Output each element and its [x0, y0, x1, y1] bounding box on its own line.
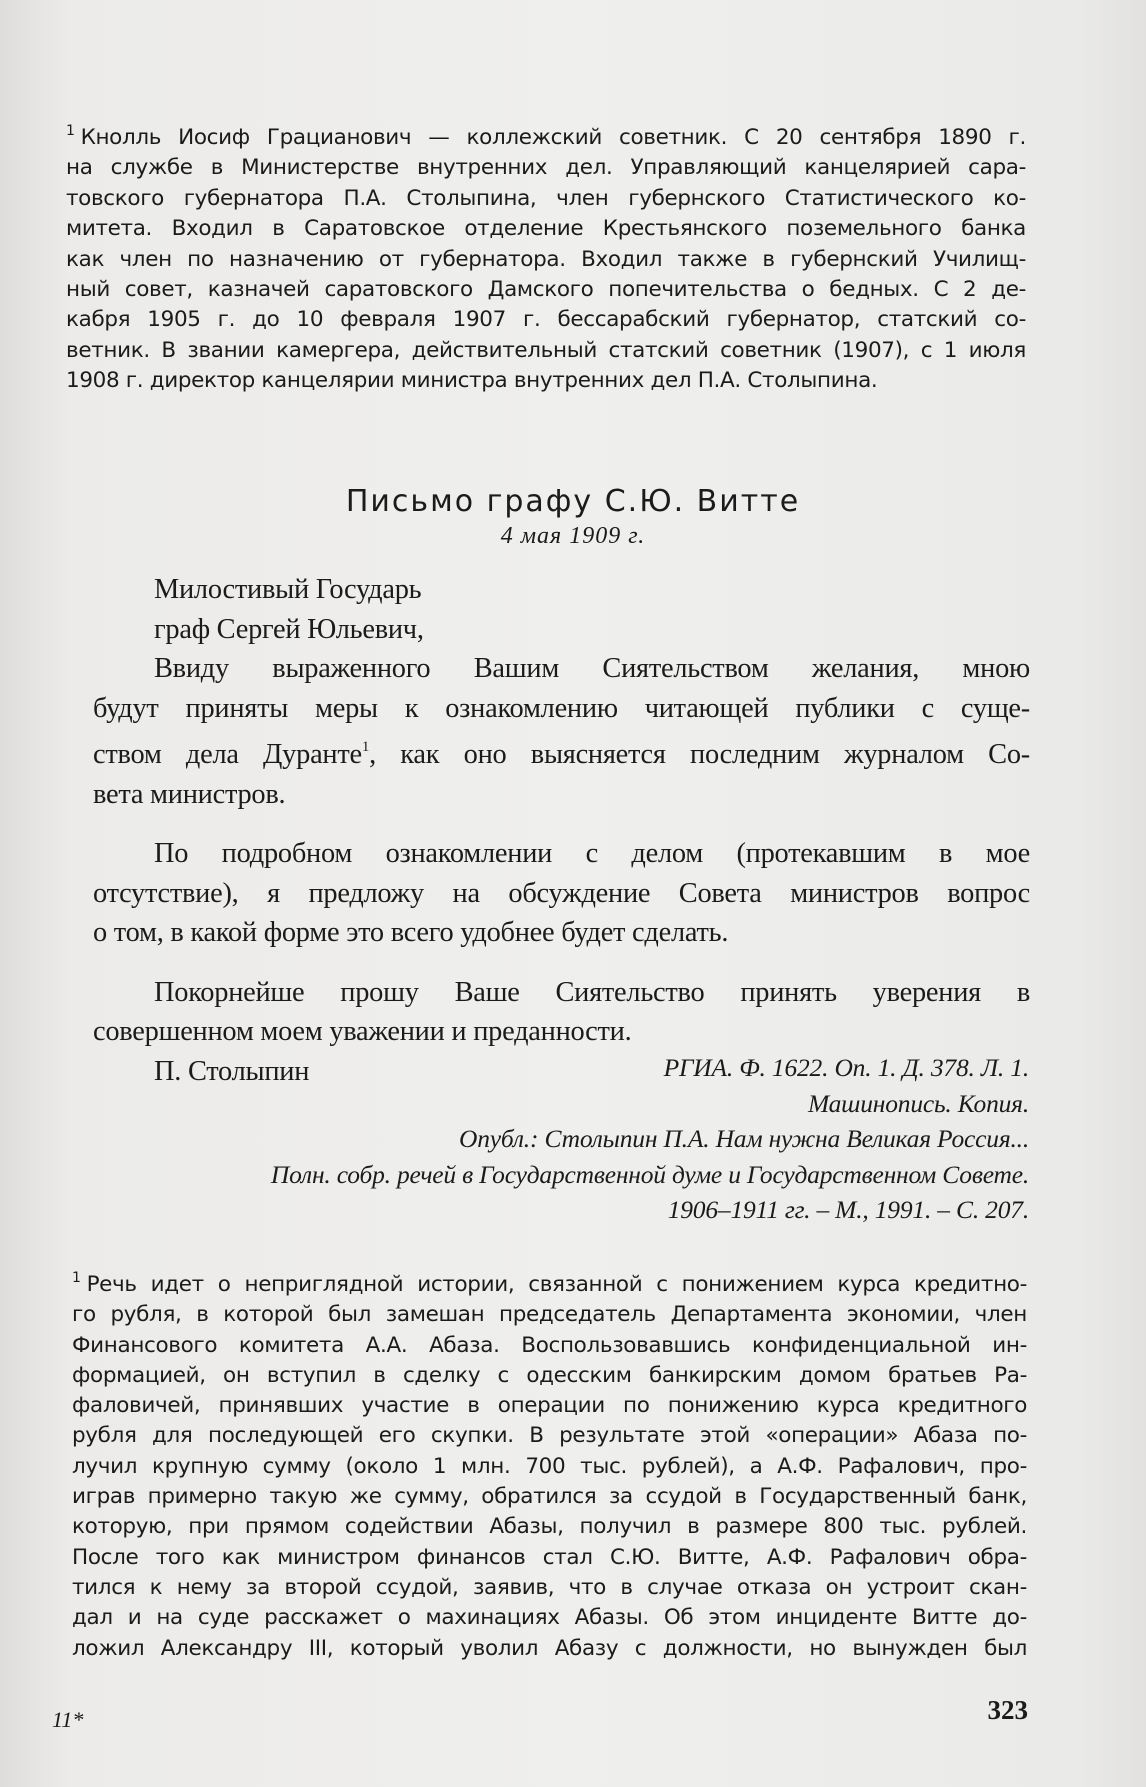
- page-number: 323: [987, 1695, 1028, 1725]
- footnote-line: фаловичей, принявших участие в операции по понижению курса кредитного: [72, 1393, 1027, 1419]
- footnote-line: митета. Входил в Саратовское отделение Крестьянского поземельного банка: [66, 216, 1026, 242]
- salutation: граф Сергей Юльевич,: [154, 613, 424, 645]
- footnote-line: 1908 г. директор канцелярии министра внутренних дел П.А. Столыпина.: [66, 368, 878, 394]
- paragraph: По подробном ознакомлении с делом (протекавшим в мое отсутствие), я предложу на обсуждение Совета министров вопрос о том, в какой форме это всего удобнее будет сделать.: [93, 838, 1030, 948]
- archival-source: [129, 1050, 1029, 1228]
- letter-body: [93, 570, 1030, 1091]
- source-line: 1906–1911 гг. – М., 1991. – С. 207.: [667, 1195, 1029, 1224]
- footnote-line: $^1$ Речь идет о неприглядной истории, связанной с понижением курса кредитно-: [72, 1270, 1027, 1297]
- footnote-line: рубля для последующей его скупки. В результате этой «операции» Абаза по-: [72, 1423, 1027, 1449]
- source-line: Опубл.: Столыпин П.А. Нам нужна Великая Россия...: [459, 1124, 1029, 1153]
- footnote-top: [66, 116, 1026, 397]
- document-title: Письмо графу С.Ю. Витте: [345, 484, 801, 519]
- footnote-line: дал и на суде расскажет о махинациях Абазы. Об этом инциденте Витте до-: [72, 1605, 1027, 1631]
- footnote-line: формацией, он вступил в сделку с одесским банкирским домом братьев Ра-: [72, 1362, 1027, 1388]
- footnote-line: лучил крупную сумму (около 1 млн. 700 тыс. рублей), а А.Ф. Рафалович, про-: [72, 1453, 1027, 1479]
- footnote-line: ложил Александру III, который уволил Абазу с должности, но вынужден был: [72, 1635, 1027, 1661]
- footnote-line: Финансового комитета А.А. Абаза. Воспользовавшись конфиденциальной ин-: [72, 1332, 1027, 1358]
- footnote-line: го рубля, в которой был замешан председатель Департамента экономии, член: [72, 1302, 1027, 1328]
- footnote-line: ный совет, казначей саратовского Дамского попечительства о бедных. С 2 де-: [66, 277, 1026, 303]
- footnote-line: играв примерно такую же сумму, обратился за ссудой в Государственный банк,: [72, 1484, 1027, 1510]
- footnote-line: как член по назначению от губернатора. Входил также в губернский Училищ-: [66, 246, 1026, 272]
- footnote-line: тился к нему за второй ссудой, заявив, что в случае отказа он устроит скан-: [72, 1574, 1027, 1600]
- paragraph: Покорнейше прошу Ваше Сиятельство принять уверения в совершенном моем уважении и преданности.: [93, 976, 1030, 1047]
- document-date: 4 мая 1909 г.: [500, 523, 646, 549]
- letter-signature: П. Столыпин: [154, 1055, 310, 1087]
- footnote-line: которую, при прямом содействии Абазы, получил в размере 800 тыс. рублей.: [72, 1514, 1027, 1540]
- salutation: Милостивый Государь: [154, 574, 422, 605]
- footnote-line: товского губернатора П.А. Столыпина, член губернского Статистического ко-: [66, 185, 1026, 211]
- footnote-line: на службе в Министерстве внутренних дел. Управляющий канцелярией сара-: [66, 155, 1026, 181]
- footnote-line: кабря 1905 г. до 10 февраля 1907 г. бессарабский губернатор, статский со-: [66, 307, 1026, 333]
- footnote-bottom: [72, 1263, 1027, 1664]
- signature-mark: 11*: [52, 1707, 84, 1732]
- footnote-reference[interactable]: 1: [361, 739, 370, 755]
- source-line: РГИА. Ф. 1622. Оп. 1. Д. 378. Л. 1.: [663, 1053, 1029, 1082]
- footnote-marker: 1: [66, 123, 75, 139]
- footnote-line: ветник. В звании камергера, действительный статский советник (1907), с 1 июля: [66, 337, 1026, 363]
- footnote-marker: 1: [72, 1270, 81, 1286]
- footnote-line: После того как министром финансов стал С.Ю. Витте, А.Ф. Рафалович обра-: [72, 1544, 1027, 1570]
- source-line: Машинопись. Копия.: [807, 1088, 1029, 1118]
- paragraph: Ввиду выраженного Вашим Сиятельством желания, мною будут приняты меры к ознакомлению читающей публики с суще- ством дела Дуранте$^1$, как оно выясняется последним журналом Со- вета министров.: [93, 653, 1030, 810]
- source-line: Полн. собр. речей в Государственной думе и Государственном Совете.: [270, 1159, 1029, 1189]
- footnote-line: $^1$ Кнолль Иосиф Грацианович — коллежский советник. С 20 сентября 1890 г.: [66, 123, 1026, 150]
